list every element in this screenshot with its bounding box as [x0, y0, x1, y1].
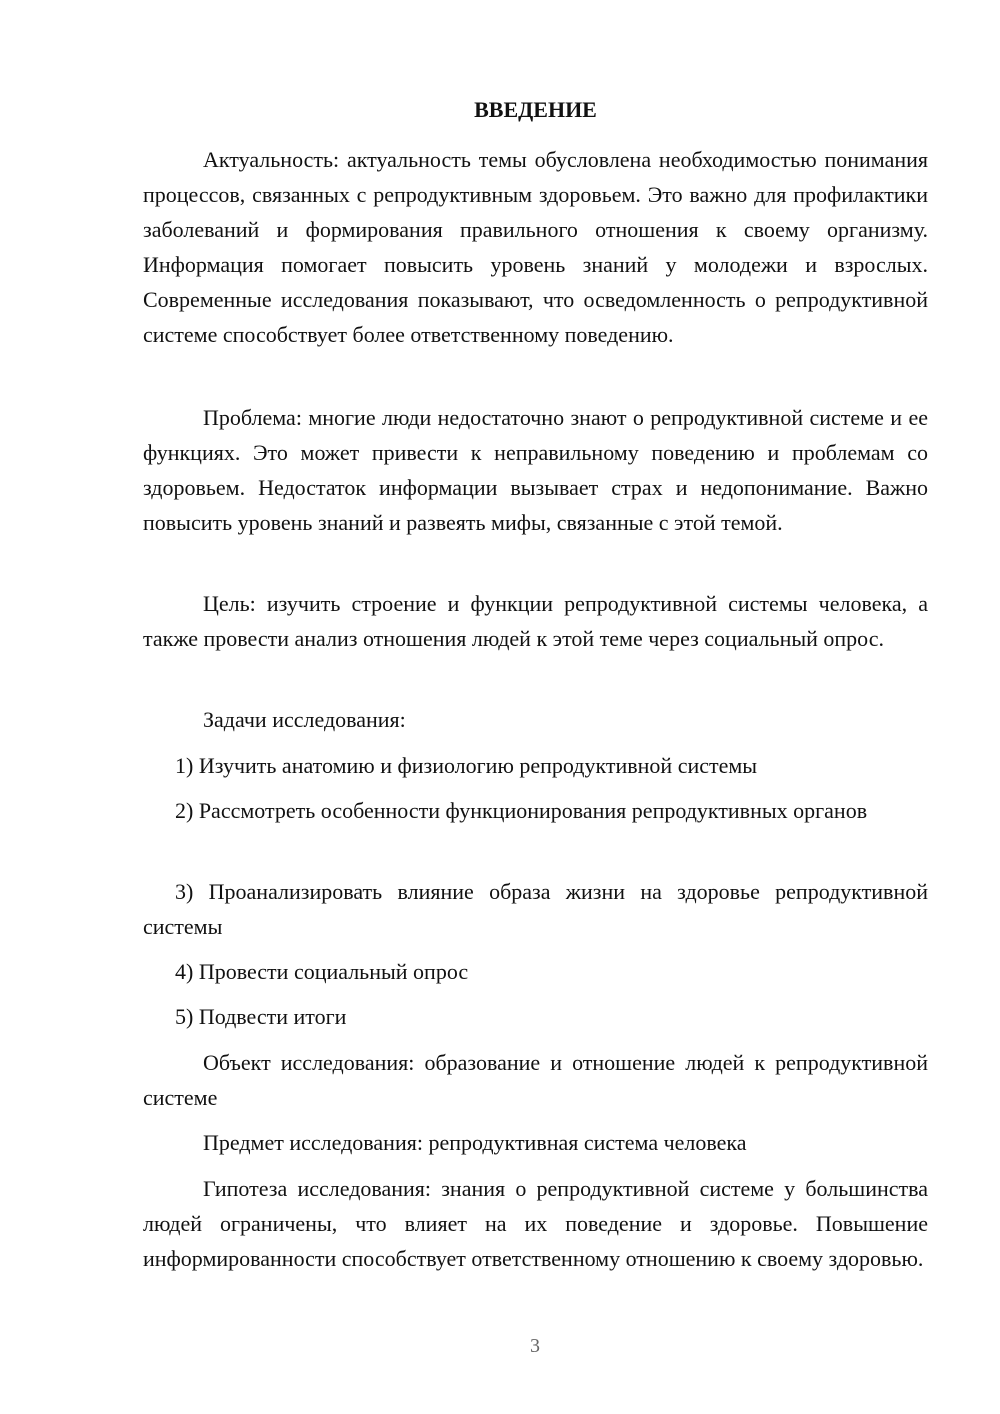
list-item-task-5: 5) Подвести итоги [175, 1004, 347, 1029]
paragraph-hypothesis: Гипотеза исследования: знания о репродуктивной системе у большинства людей ограничены, что влияет на их поведение и здоровье. Повышение информированности способствует ответственному отношению к своему здоровью. [143, 1176, 928, 1271]
list-item-task-3: 3) Проанализировать влияние образа жизни на здоровье репродуктивной системы [143, 879, 928, 939]
list-item-task-1: 1) Изучить анатомию и физиологию репродуктивной системы [175, 753, 758, 778]
paragraph-subject: Предмет исследования: репродуктивная система человека [203, 1130, 747, 1155]
paragraph-problem: Проблема: многие люди недостаточно знают о репродуктивной системе и ее функциях. Это может привести к неправильному поведению и проблемам со здоровьем. Недостаток информации вызывает страх и недопонимание. Важно повысить уровень знаний и развеять мифы, связанные с этой темой. [143, 405, 928, 535]
list-item-task-4: 4) Провести социальный опрос [175, 959, 469, 984]
page-number: 3 [530, 1335, 540, 1357]
list-item-task-2: 2) Рассмотреть особенности функционирования репродуктивных органов [175, 798, 868, 823]
paragraph-object: Объект исследования: образование и отношение людей к репродуктивной системе [143, 1050, 928, 1110]
paragraph-goal: Цель: изучить строение и функции репродуктивной системы человека, а также провести анализ отношения людей к этой теме через социальный опрос. [143, 591, 928, 651]
page-title: ВВЕДЕНИЕ [474, 97, 597, 122]
paragraph-relevance: Актуальность: актуальность темы обусловлена необходимостью понимания процессов, связанных с репродуктивным здоровьем. Это важно для профилактики заболеваний и формирования правильного отношения к своему организму. Информация помогает повысить уровень знаний у молодежи и взрослых. Современные исследования показывают, что осведомленность о репродуктивной системе способствует более ответственному поведению. [143, 147, 928, 347]
paragraph-tasks-heading: Задачи исследования: [203, 707, 406, 732]
